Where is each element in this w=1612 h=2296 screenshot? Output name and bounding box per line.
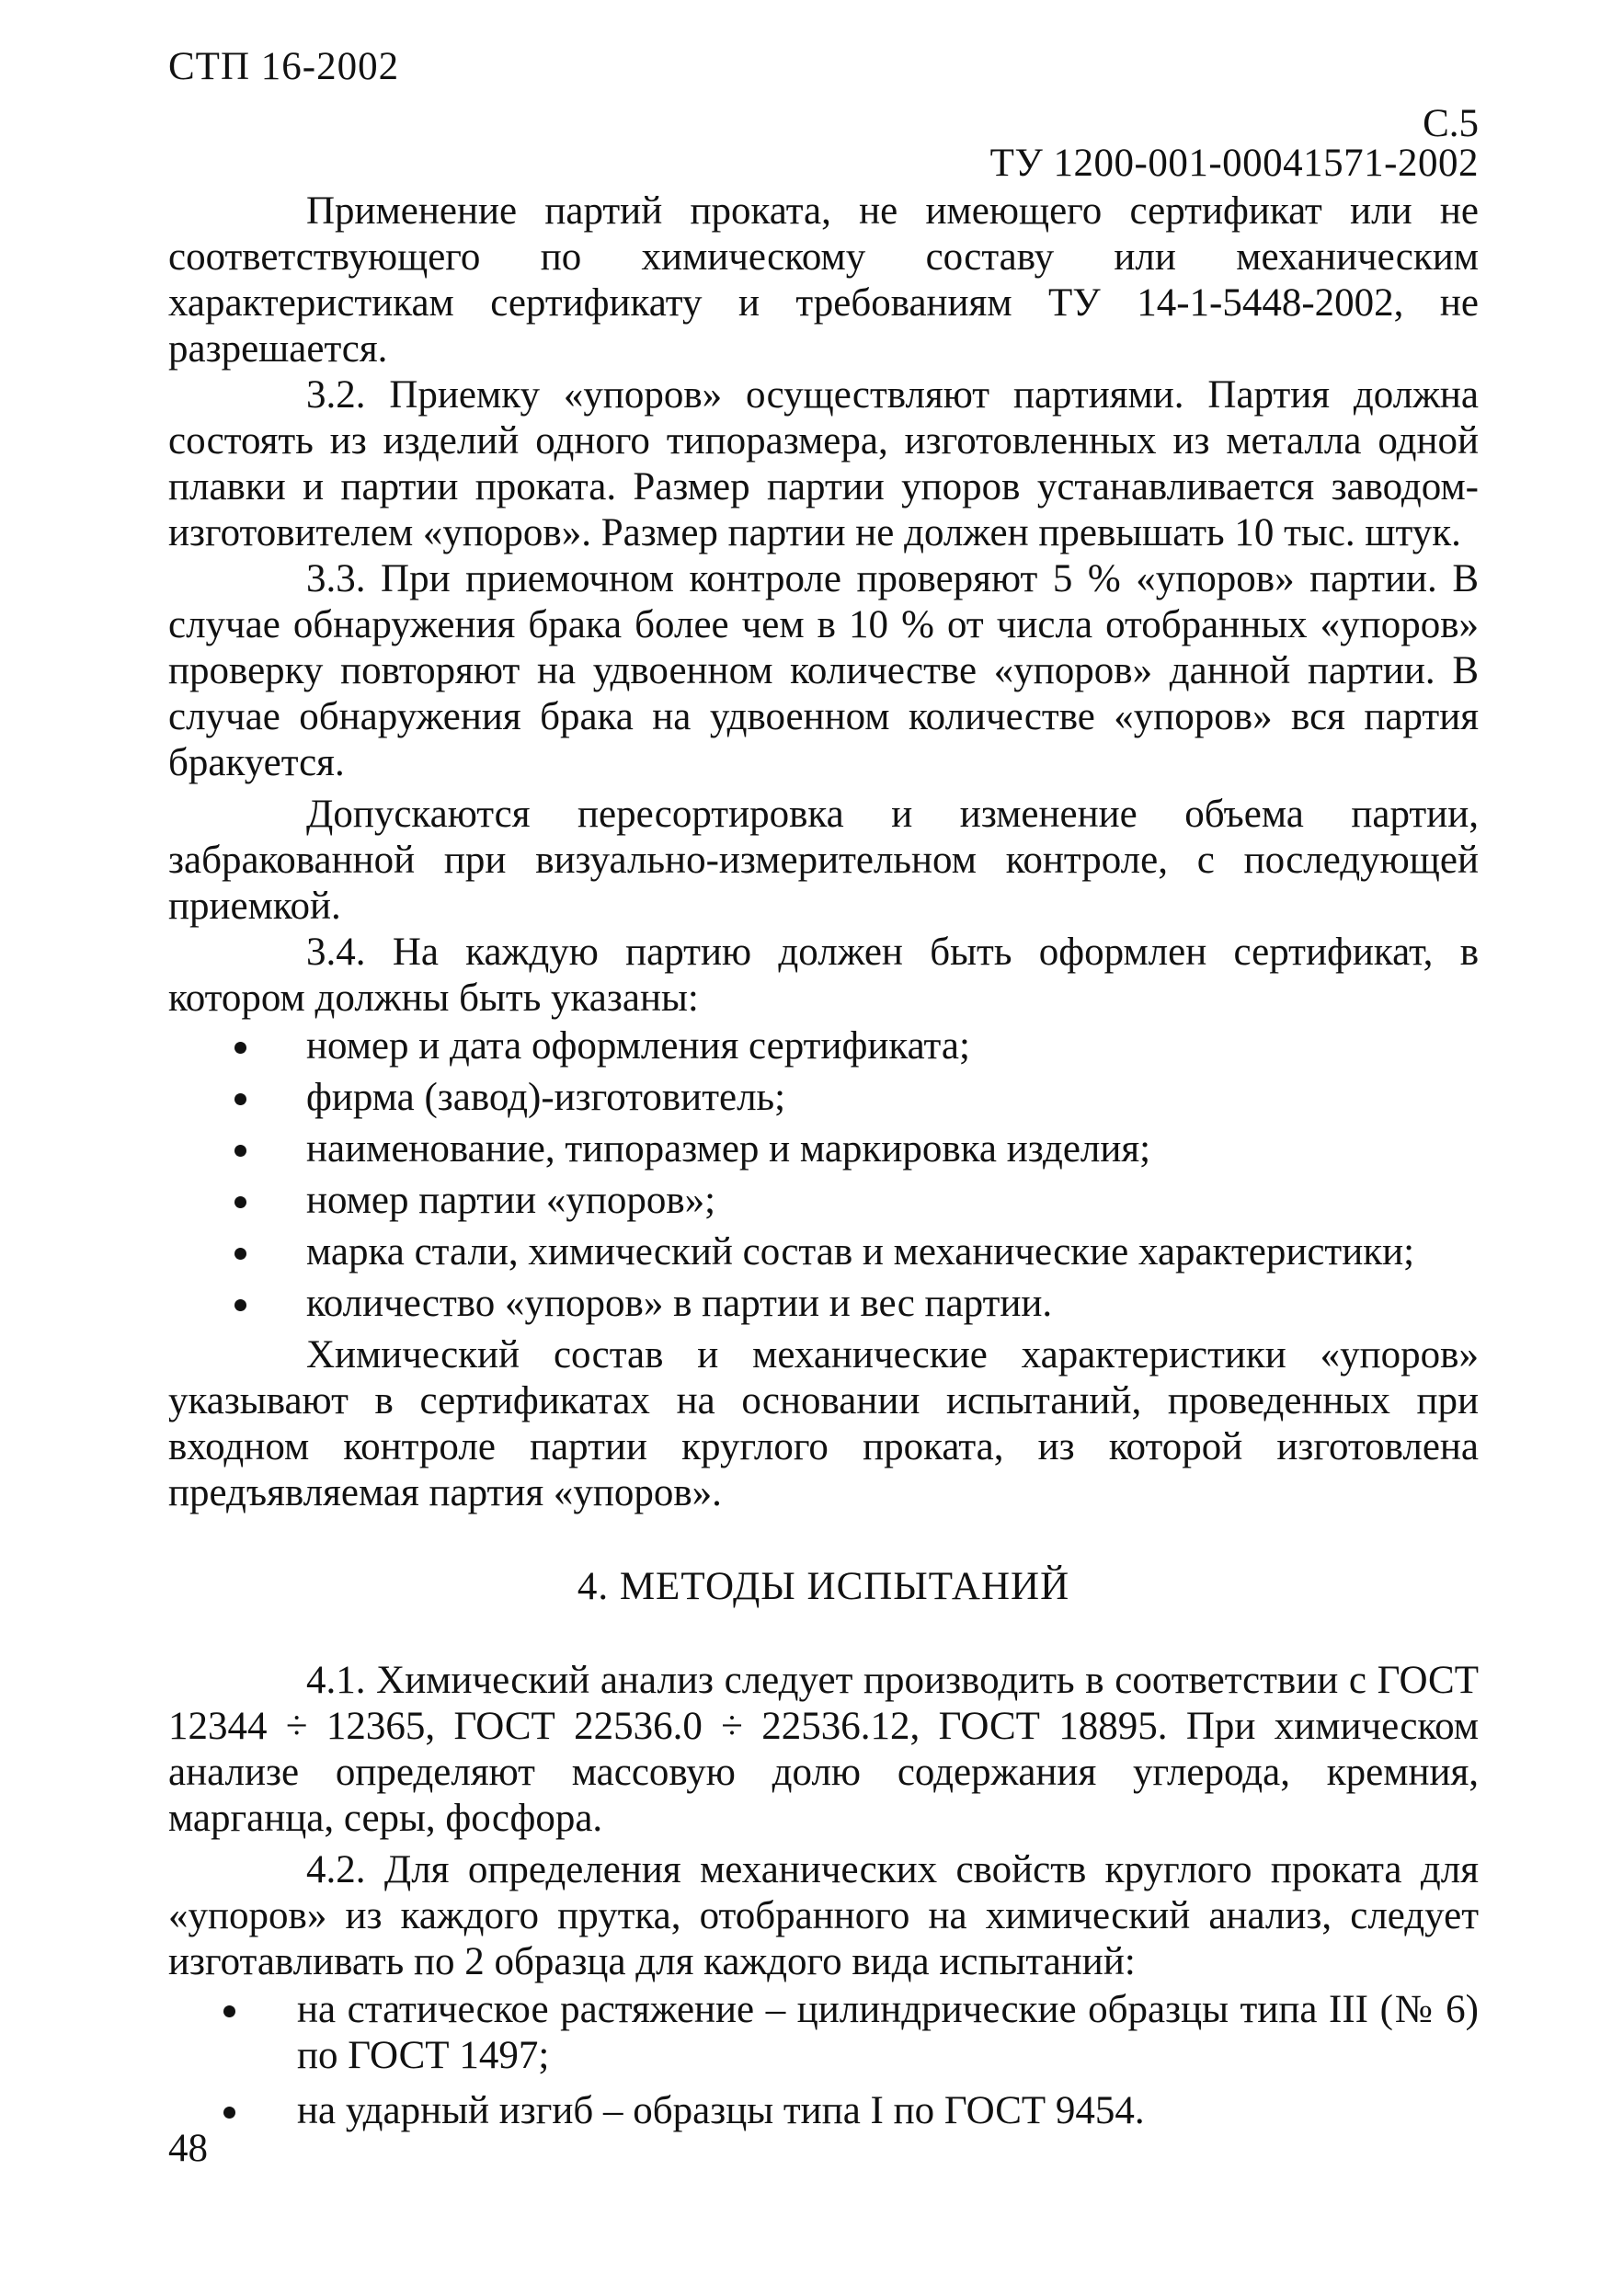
tu-reference: ТУ 1200-001-00041571-2002 [989, 142, 1479, 185]
document-body [168, 188, 1479, 2143]
bullet-icon [223, 2005, 235, 2017]
bullet-icon [234, 1042, 246, 1054]
list-item-text: марка стали, химический состав и механические характеристики; [306, 1230, 1415, 1274]
list-item [168, 2088, 1479, 2134]
bullet-icon [234, 1196, 246, 1208]
list-item [168, 1075, 1479, 1121]
page-reference: С.5 [1423, 102, 1479, 145]
paragraph-intro: Применение партий проката, не имеющего сертификат или не соответствующего по химическому составу или механическим характеристикам сертификату и требованиям ТУ 14-1-5448-2002, не разрешается. [168, 189, 1479, 371]
list-item-text: номер и дата оформления сертификата; [306, 1024, 970, 1068]
list-item [168, 1023, 1479, 1069]
list-item-text: наименование, типоразмер и маркировка изделия; [306, 1127, 1151, 1171]
paragraph-chemical: Химический состав и механические характеристики «упоров» указывают в сертификатах на основании испытаний, проведенных при входном контроле партии круглого проката, из которой изготовлена предъявляемая партия «упоров». [168, 1333, 1479, 1514]
paragraph-4-2: 4.2. Для определения механических свойств круглого проката для «упоров» из каждого прутка, отобранного на химический анализ, следует изготавливать по 2 образца для каждого вида испытаний: [168, 1848, 1479, 1983]
list-item [168, 1281, 1479, 1327]
list-item [168, 1178, 1479, 1224]
page-number: 48 [168, 2127, 208, 2170]
certificate-items-list [168, 1023, 1479, 1327]
list-item [168, 1126, 1479, 1172]
paragraph-3-4: 3.4. На каждую партию должен быть оформлен сертификат, в котором должны быть указаны: [168, 931, 1479, 1020]
bullet-icon [223, 2107, 235, 2119]
test-items-list [168, 1987, 1479, 2134]
bullet-icon [234, 1145, 246, 1157]
paragraph-4-1: 4.1. Химический анализ следует производить в соответствии с ГОСТ 12344 ÷ 12365, ГОСТ 22536.0 ÷ 22536.12, ГОСТ 18895. При химическом анализе определяют массовую долю содержания углерода, кремния, марганца, серы, фосфора. [168, 1659, 1479, 1840]
bullet-icon [234, 1248, 246, 1260]
list-item [168, 1229, 1479, 1275]
paragraph-3-3: 3.3. При приемочном контроле проверяют 5 % «упоров» партии. В случае обнаружения брака более чем в 10 % от числа отобранных «упоров» проверку повторяют на удвоенном количестве «упоров» данной партии. В случае обнаружения брака на удвоенном количестве «упоров» вся партия бракуется. [168, 557, 1479, 784]
document-code: СТП 16-2002 [168, 45, 400, 88]
list-item-text: номер партии «упоров»; [306, 1179, 716, 1222]
bullet-icon [234, 1093, 246, 1105]
list-item-text: количество «упоров» в партии и вес партии. [306, 1282, 1053, 1325]
list-item-text: фирма (завод)-изготовитель; [306, 1076, 786, 1119]
list-item-text: на статическое растяжение – цилиндрические образцы типа III (№ 6) по ГОСТ 1497; [297, 1988, 1479, 2077]
section-4-title: 4. МЕТОДЫ ИСПЫТАНИЙ [577, 1565, 1070, 1608]
bullet-icon [234, 1299, 246, 1311]
paragraph-3-2: 3.2. Приемку «упоров» осуществляют партиями. Партия должна состоять из изделий одного типоразмера, изготовленных из металла одной плавки и партии проката. Размер партии упоров устанавливается заводом-изготовителем «упоров». Размер партии не должен превышать 10 тыс. штук. [168, 373, 1479, 554]
paragraph-resort: Допускаются пересортировка и изменение объема партии, забракованной при визуально-измерительном контроле, с последующей приемкой. [168, 793, 1479, 928]
list-item [168, 1987, 1479, 2079]
list-item-text: на ударный изгиб – образцы типа I по ГОСТ 9454. [297, 2089, 1145, 2132]
